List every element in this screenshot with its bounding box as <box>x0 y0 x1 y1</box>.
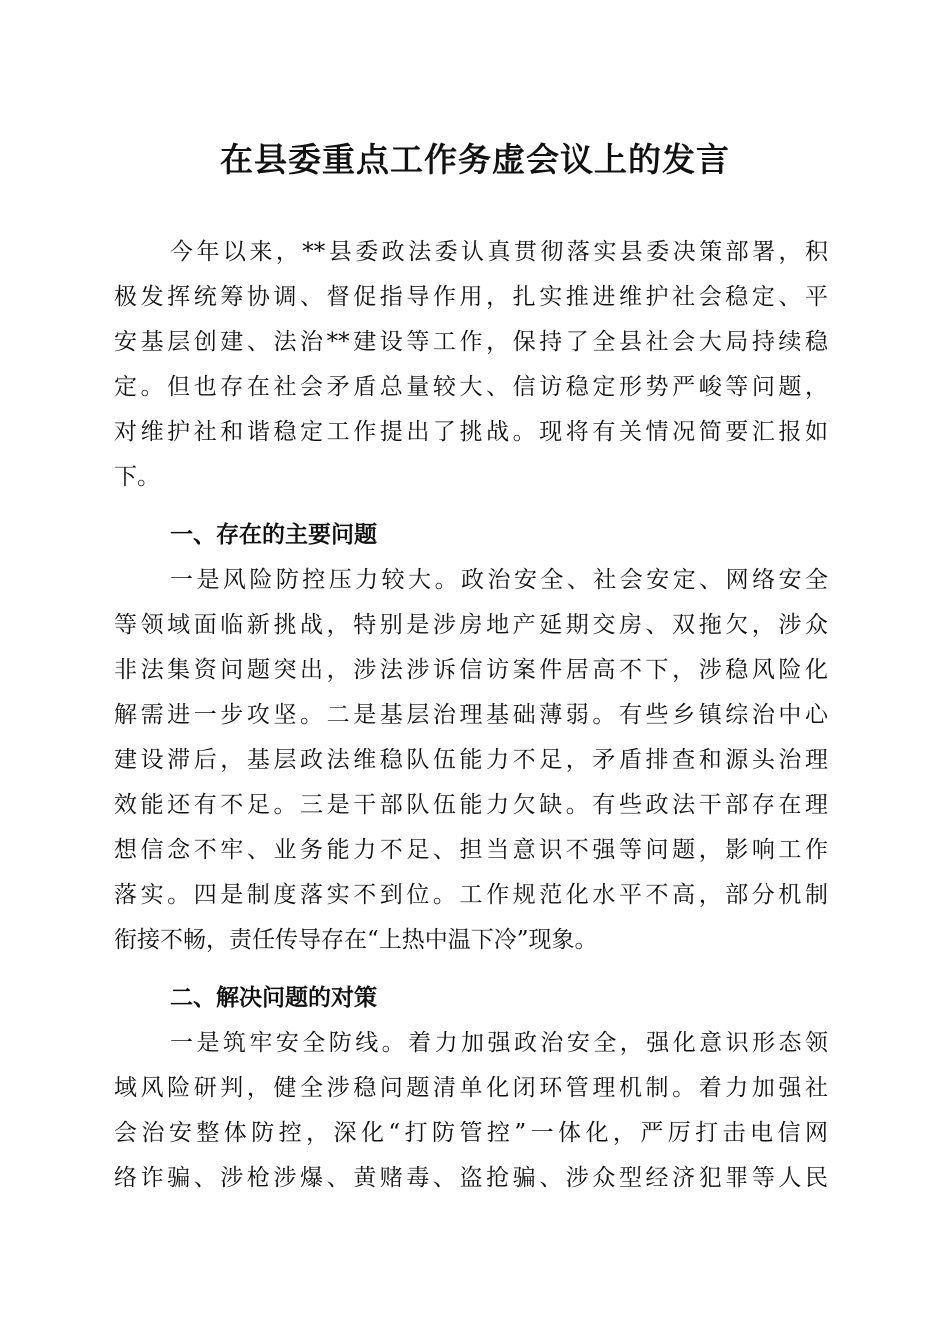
problems-line: 非法集资问题突出，涉法涉诉信访案件居高不下，涉稳风险化 <box>114 657 828 683</box>
problems-line: 等领域面临新挑战，特别是涉房地产延期交房、双拖欠，涉众 <box>114 612 828 638</box>
problems-line: 效能还有不足。三是干部队伍能力欠缺。有些政法干部存在理 <box>114 792 828 818</box>
problems-line: 一是风险防控压力较大。政治安全、社会安定、网络安全 <box>170 567 828 593</box>
countermeasures-paragraph <box>114 1021 828 1201</box>
intro-paragraph <box>114 230 828 500</box>
countermeasures-line: 会治安整体防控，深化“打防管控”一体化，严厉打击电信网 <box>114 1120 828 1146</box>
document-body <box>114 230 828 1201</box>
problems-line: 衔接不畅，责任传导存在“上热中温下冷”现象。 <box>114 927 598 953</box>
problems-line: 落实。四是制度落实不到位。工作规范化水平不高，部分机制 <box>114 882 828 908</box>
countermeasures-line: 域风险研判，健全涉稳问题清单化闭环管理机制。着力加强社 <box>114 1075 828 1101</box>
spacer <box>114 500 828 513</box>
document-title: 在县委重点工作务虚会议上的发言 <box>220 140 730 179</box>
problems-line: 想信念不牢、业务能力不足、担当意识不强等问题，影响工作 <box>114 837 828 863</box>
intro-line: 下。 <box>114 464 160 490</box>
intro-line: 极发挥统筹协调、督促指导作用，扎实推进维护社会稳定、平 <box>114 284 828 310</box>
problems-line: 建设滞后，基层政法维稳队伍能力不足，矛盾排查和源头治理 <box>114 747 828 773</box>
problems-paragraph <box>114 558 828 963</box>
countermeasures-line: 一是筑牢安全防线。着力加强政治安全，强化意识形态领 <box>170 1030 828 1056</box>
problems-line: 解需进一步攻坚。二是基层治理基础薄弱。有些乡镇综治中心 <box>114 702 828 728</box>
intro-line: 安基层创建、法治**建设等工作，保持了全县社会大局持续稳 <box>114 329 828 355</box>
spacer <box>114 963 828 976</box>
intro-line: 定。但也存在社会矛盾总量较大、信访稳定形势严峻等问题， <box>114 374 828 400</box>
intro-line: 今年以来，**县委政法委认真贯彻落实县委决策部署，积 <box>170 239 828 265</box>
section-heading-countermeasures: 二、解决问题的对策 <box>170 985 377 1011</box>
countermeasures-line: 络诈骗、涉枪涉爆、黄赌毒、盗抢骗、涉众型经济犯罪等人民 <box>114 1165 828 1191</box>
intro-line: 对维护社和谐稳定工作提出了挑战。现将有关情况简要汇报如 <box>114 419 828 445</box>
section-heading-problems: 一、存在的主要问题 <box>170 522 377 548</box>
